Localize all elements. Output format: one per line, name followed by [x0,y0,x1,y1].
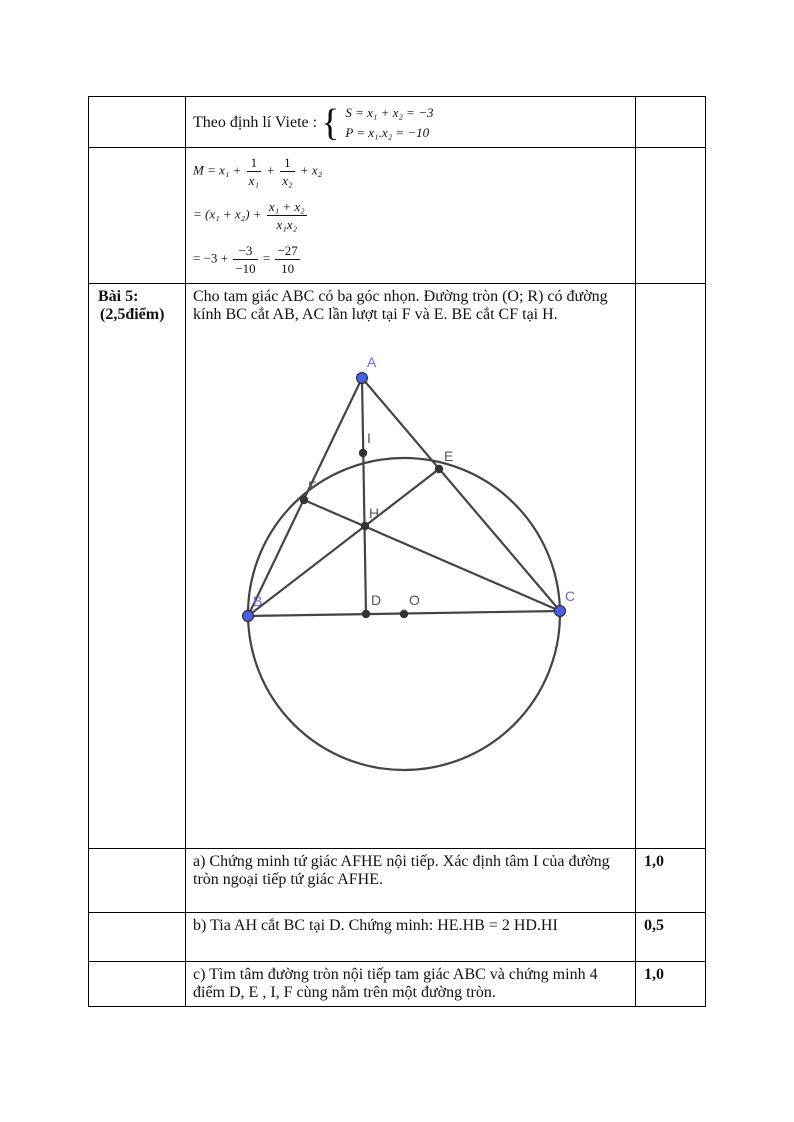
label-b: B [253,593,263,609]
label-f: F [308,478,317,494]
point-f [300,496,308,504]
table-row [89,97,706,148]
point-a [357,373,368,384]
point-o [400,610,408,618]
segment-ad [362,378,366,614]
viete-label: Theo định lí Viete : [193,114,318,131]
product-equation: P = x₁.x₂ = −10 [345,125,430,140]
point-c [555,606,566,617]
table-row [89,962,706,1007]
segment-cf [304,500,560,611]
viete-system [345,103,433,143]
geometry-figure [193,328,629,798]
part-a-text: a) Chứng minh tứ giác AFHE nội tiếp. Xác định tâm I của đường tròn ngoại tiếp tứ giác AFHE. [193,853,610,888]
point-h [361,522,369,530]
part-c-text: c) Tìm tâm đường tròn nội tiếp tam giác ABC và chứng minh 4 điểm D, E , I, F cùng nằm trên một đường tròn. [193,966,598,1001]
label-o: O [409,592,420,608]
table-row [89,284,706,849]
point-d [362,610,370,618]
part-b-score: 0,5 [644,917,664,934]
label-a: A [367,354,377,370]
problem-title: Bài 5: [98,288,139,305]
point-b [243,611,254,622]
brace-symbol: { [321,102,340,144]
label-c: C [565,588,576,604]
problem-points: (2,5điểm) [100,306,165,323]
part-c-score: 1,0 [644,966,664,983]
answer-sheet [88,96,705,1007]
label-d: D [371,592,382,608]
part-b-text: b) Tia AH cắt BC tại D. Chứng minh: HE.HB = 2 HD.HI [193,917,558,934]
sum-equation: S = x₁ + x₂ = −3 [345,105,434,120]
m-line-1: M = x₁ + $\frac{1}{\text{x₁}}$ + $\frac{1}{\text{x₂}}$ + x₂ [193,155,323,188]
m-line-2: = (x₁ + x₂) + $\frac{\text{x₁ + x₂}}{\text{x₁x₂}}$ [193,199,305,232]
segment-ac [362,378,560,611]
solution-table [88,96,706,1007]
problem-statement: Cho tam giác ABC có ba góc nhọn. Đường tròn (O; R) có đường kính BC cắt AB, AC lần lượt tại F và E. BE cắt CF tại H. [193,288,608,323]
m-line-3: = −3 + $\frac{-3}{-10}$ = $\frac{-27}{10}$ [193,243,298,276]
part-a-score: 1,0 [644,853,664,870]
table-row [89,913,706,962]
label-i: I [367,430,371,446]
table-row [89,148,706,284]
point-e [435,465,443,473]
point-i [359,449,367,457]
table-row [89,849,706,913]
label-h: H [369,505,380,521]
label-e: E [444,448,454,464]
